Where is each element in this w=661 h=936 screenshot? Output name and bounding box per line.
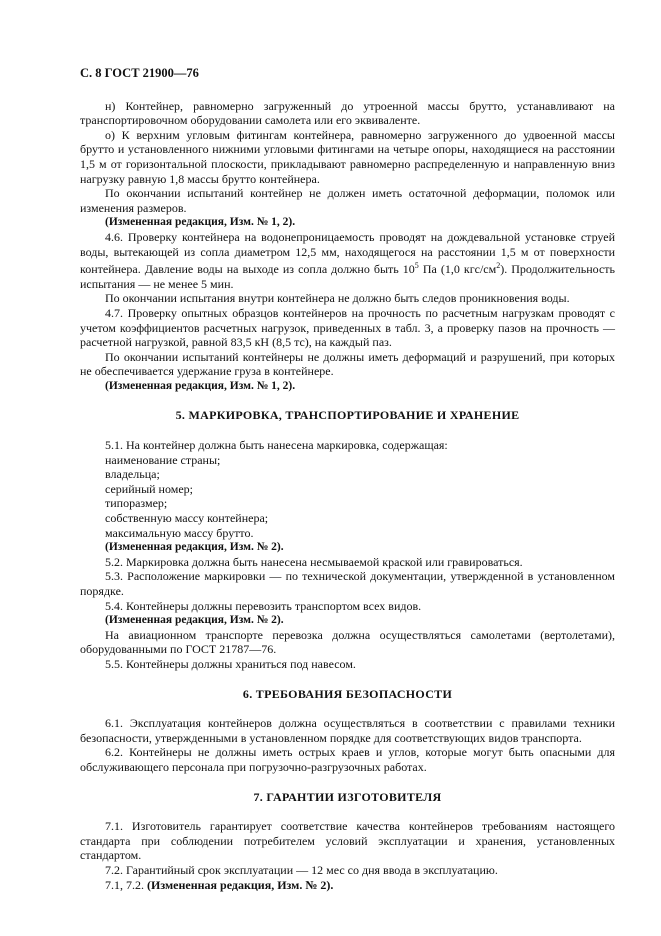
exponent-5: 5 [414, 261, 419, 271]
paragraph-4-6-text: 4.6. Проверку контейнера на водонепроницаемость проводят на дождевальной установке струей воды, вытекающей из сопла диаметром 12,5 мм, находящегося на расстоянии 1,5 м от поверхности контейнера. Давление воды на выходе из сопла должно быть 10 [80, 229, 615, 277]
paragraph-n: н) Контейнер, равномерно загруженный до утроенной массы брутто, устанавливают на транспортировочном оборудовании самолета или его эквиваленте. [80, 98, 615, 128]
item-5-5: 5.5. Контейнеры должны храниться под навесом. [105, 656, 356, 671]
item-6-2: 6.2. Контейнеры не должны иметь острых краев и углов, которые могут быть опасными для обслуживающего персонала при погрузочно-разгрузочных работах. [80, 745, 615, 774]
exponent-2: 2 [496, 261, 501, 271]
paragraph-deformation: По окончании испытаний контейнеры не должны иметь деформаций и разрушений, при которых не обеспечивается удержание груза в контейнере. [80, 349, 615, 379]
paragraph-4-6-unit: Па (1,0 кгс/см [418, 262, 497, 277]
document-page [80, 66, 615, 892]
amendment-ref: 7.1, 7.2. [105, 877, 147, 892]
paragraph-after-tests: По окончании испытаний контейнер не должен иметь остаточной деформации, поломок или изменения размеров. [80, 186, 615, 215]
item-5-1: 5.1. На контейнер должна быть нанесена маркировка, содержащая: [105, 438, 448, 453]
section-6-title: 6. ТРЕБОВАНИЯ БЕЗОПАСНОСТИ [242, 686, 453, 701]
amendment-note: (Измененная редакция, Изм. № 1, 2). [105, 379, 296, 392]
item-7-1: 7.1. Изготовитель гарантирует соответствие качества контейнеров требованиям настоящего стандарта при соблюдении потребителем условий эксплуатации и хранения, установленных стандартом. [80, 819, 615, 863]
paragraph-4-6 [80, 230, 615, 291]
item-5-2: 5.2. Маркировка должна быть нанесена несмываемой краской или гравироваться. [105, 554, 523, 569]
paragraph-o: о) К верхним угловым фитингам контейнера, равномерно загруженного до удвоенной массы брутто и установленного нижними угловыми фитингами на четыре опоры, находящиеся на расстоянии 1,5 м от горизонтальной плоскости, прикладывают равномерно распределенную и направленную вниз нагрузку равную 1,8 массы брутто контейнера. [80, 127, 615, 186]
amendment-line-7 [80, 878, 615, 893]
list-item: типоразмер; [105, 496, 168, 511]
amendment-note: (Измененная редакция, Изм. № 2). [147, 877, 334, 892]
paragraph-4-6-end: ). Продолжительность испытания — не менее 5 мин. [80, 262, 615, 291]
list-item: серийный номер; [105, 481, 193, 496]
amendment-note: (Измененная редакция, Изм. № 2). [105, 614, 284, 627]
list-item: наименование страны; [105, 452, 221, 467]
section-7-title: 7. ГАРАНТИИ ИЗГОТОВИТЕЛЯ [253, 789, 442, 804]
paragraph-water: По окончании испытания внутри контейнера не должно быть следов проникновения воды. [105, 291, 570, 306]
list-item: собственную массу контейнера; [105, 511, 269, 526]
item-5-4: 5.4. Контейнеры должны перевозить транспортом всех видов. [105, 598, 422, 613]
list-item: владельца; [105, 467, 160, 482]
item-7-2: 7.2. Гарантийный срок эксплуатации — 12 мес со дня ввода в эксплуатацию. [105, 862, 498, 877]
item-6-1: 6.1. Эксплуатация контейнеров должна осуществляться в соответствии с правилами техники безопасности, утвержденными в установленном порядке для соответствующих видов транспорта. [80, 716, 615, 745]
page-header: С. 8 ГОСТ 21900—76 [80, 66, 199, 80]
paragraph-4-7: 4.7. Проверку опытных образцов контейнеров на прочность по расчетным нагрузкам проводят с учетом коэффициентов расчетных нагрузок, приведенных в табл. 3, а проверку пазов на прочность — расчетной нагрузкой, равной 83,5 кН (8,5 тс), на каждый паз. [80, 305, 615, 350]
section-5-title: 5. МАРКИРОВКА, ТРАНСПОРТИРОВАНИЕ И ХРАНЕНИЕ [175, 408, 520, 423]
list-item: максимальную массу брутто. [105, 525, 254, 540]
item-5-3: 5.3. Расположение маркировки — по технической документации, утвержденной в установленном порядке. [80, 569, 615, 598]
paragraph-air-transport: На авиационном транспорте перевозка должна осуществляться самолетами (вертолетами), оборудованными по ГОСТ 21787—76. [80, 627, 615, 657]
amendment-note: (Измененная редакция, Изм. № 2). [105, 541, 284, 554]
amendment-note: (Измененная редакция, Изм. № 1, 2). [105, 216, 296, 229]
